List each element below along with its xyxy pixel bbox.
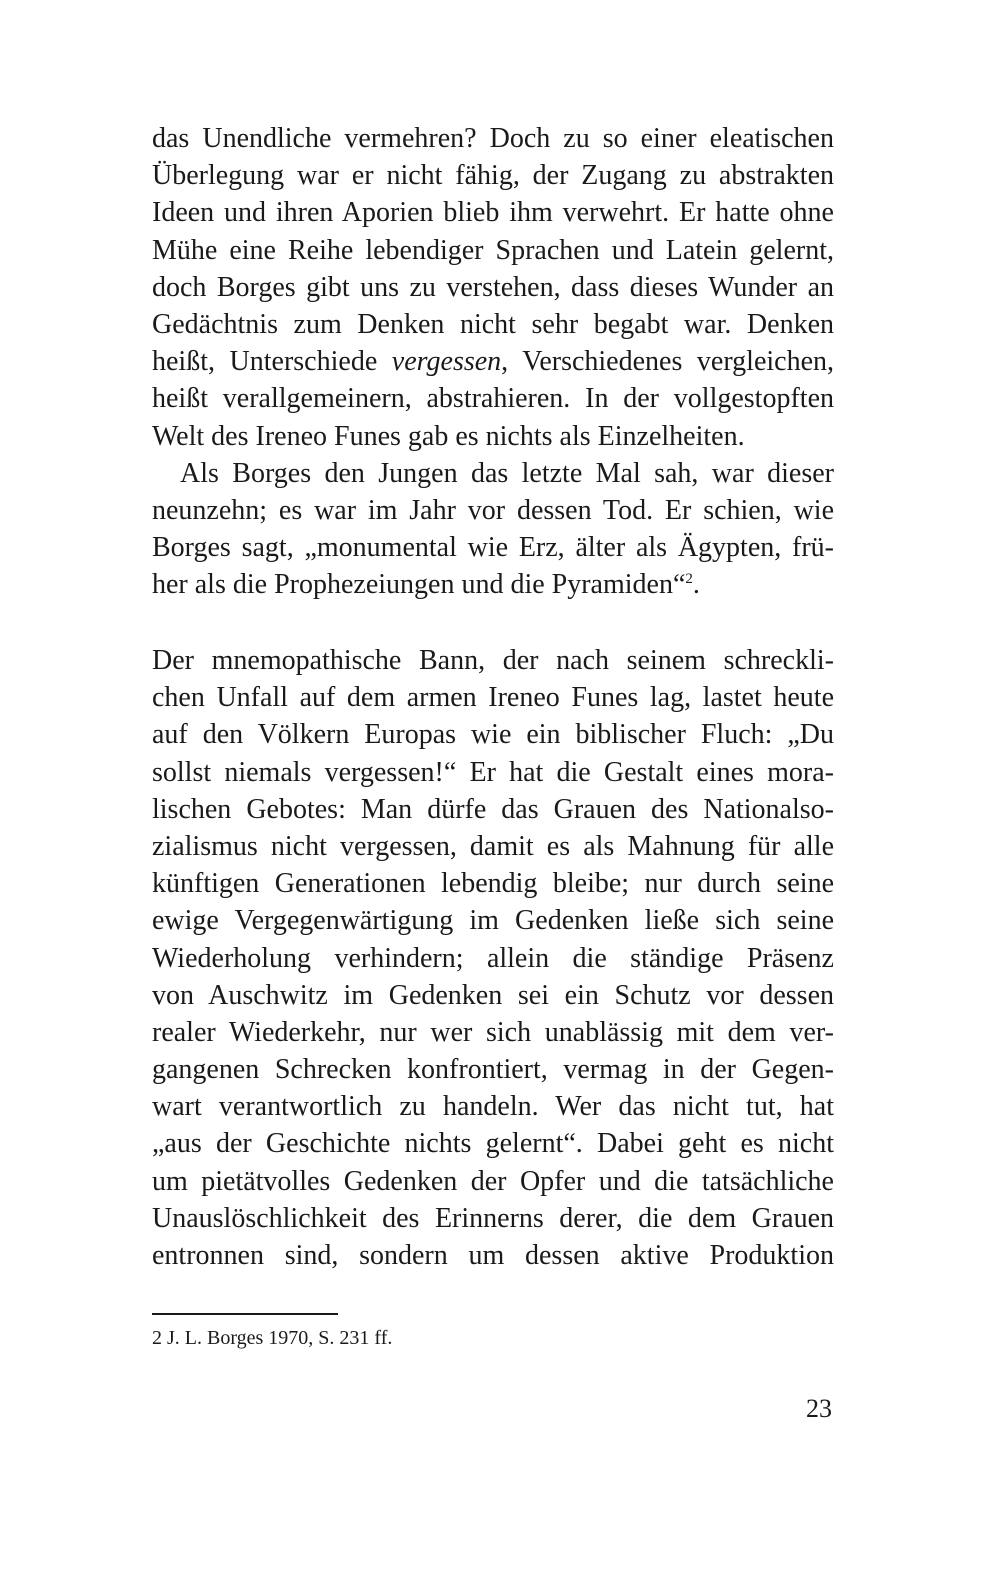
text-line: ewige Vergegenwärtigung im Gedenken ließe sich seine [152,905,834,937]
text-run: her als die Prophezeiungen und die Pyramiden“ [152,569,686,601]
paragraph-1 [152,120,834,455]
text-line [152,566,834,603]
text-line: Gedächtnis zum Denken nicht sehr begabt war. Denken [152,308,834,340]
text-line: wart verantwortlich zu handeln. Wer das nicht tut, hat [152,1091,834,1123]
text-line: neunzehn; es war im Jahr vor dessen Tod. Er schien, wie [152,494,834,526]
text-block-lower [152,642,834,1274]
text-line: Mühe eine Reihe lebendiger Sprachen und Latein gelernt, [152,234,834,266]
text-run: heißt, Unterschiede [152,346,392,378]
text-line: entronnen sind, sondern um dessen aktive Produktion [152,1240,834,1271]
paragraph-3 [152,642,834,1274]
text-line: künftigen Generationen lebendig bleibe; nur durch seine [152,868,834,900]
text-line [152,343,834,380]
text-line: chen Unfall auf dem armen Ireneo Funes lag, lastet heute [152,682,834,714]
text-line: Unauslöschlichkeit des Erinnerns derer, die dem Grauen [152,1202,834,1234]
text-line: Der mnemopathische Bann, der nach seinem schreckli- [152,645,834,676]
footnote: 2 J. L. Borges 1970, S. 231 ff. [152,1327,393,1349]
page-number: 23 [806,1394,832,1423]
text-line: Als Borges den Jungen das letzte Mal sah, war dieser [180,457,834,489]
text-line: Welt des Ireneo Funes gab es nichts als Einzelheiten. [152,420,745,452]
text-line: Borges sagt, „monumental wie Erz, älter als Ägypten, frü- [152,532,834,564]
text-line: Überlegung war er nicht fähig, der Zugang zu abstrakten [152,160,834,192]
text-line: „aus der Geschichte nichts gelernt“. Dabei geht es nicht [152,1128,834,1160]
text-line: sollst niemals vergessen!“ Er hat die Gestalt eines mora- [152,756,834,788]
text-run: . [692,569,700,601]
text-line: Wiederholung verhindern; allein die ständige Präsenz [152,942,834,974]
footnote-divider [152,1313,338,1315]
text-line: Ideen und ihren Aporien blieb ihm verwehrt. Er hatte ohne [152,197,834,229]
text-line: das Unendliche vermehren? Doch zu so einer eleatischen [152,123,834,154]
text-block-upper [152,120,834,603]
text-line: doch Borges gibt uns zu verstehen, dass dieses Wunder an [152,271,834,303]
text-line: zialismus nicht vergessen, damit es als Mahnung für alle [152,830,834,862]
text-line: heißt verallgemeinern, abstrahieren. In der vollgestopften [152,383,834,415]
text-line: von Auschwitz im Gedenken sei ein Schutz vor dessen [152,979,834,1011]
text-line: auf den Völkern Europas wie ein biblischer Fluch: „Du [152,719,834,751]
paragraph-2 [152,455,834,604]
text-line: realer Wiederkehr, nur wer sich unablässig mit dem ver- [152,1016,834,1048]
text-line: gangenen Schrecken konfrontiert, vermag in der Gegen- [152,1054,834,1086]
text-run: , Verschiedenes vergleichen, [501,346,834,378]
text-line: lischen Gebotes: Man dürfe das Grauen des Nationalso- [152,793,834,825]
italic-word: vergessen [391,346,502,378]
text-line: um pietätvolles Gedenken der Opfer und die tatsächliche [152,1165,834,1197]
footnote-reference[interactable]: 2 [685,571,693,588]
